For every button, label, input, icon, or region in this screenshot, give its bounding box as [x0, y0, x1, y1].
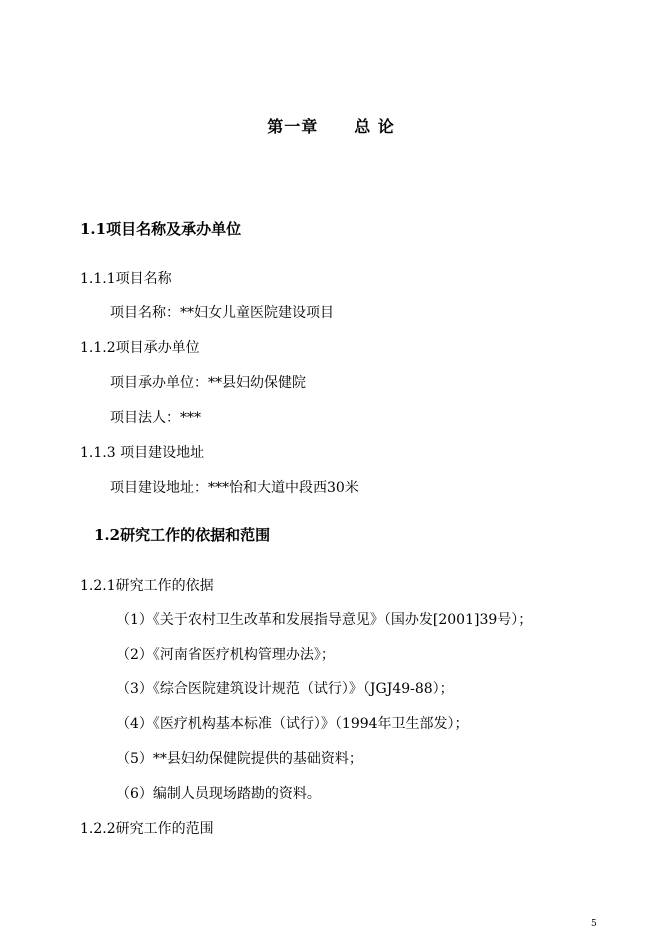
- subsection-heading-1-1-2: 1.1.2项目承办单位: [80, 340, 200, 356]
- subsection-heading-1-1-3: 1.1.3 项目建设地址: [80, 445, 205, 461]
- subsection-heading-1-1-1: 1.1.1项目名称: [80, 271, 172, 287]
- basis-item-4: （4）《医疗机构基本标准（试行）》（1994年卫生部发）；: [116, 716, 469, 732]
- section-heading-1-2: 1.2研究工作的依据和范围: [94, 526, 271, 544]
- basis-item-1: （1）《关于农村卫生改革和发展指导意见》（国办发[2001]39号）；: [116, 612, 533, 628]
- project-name-text: 项目名称：**妇女儿童医院建设项目: [110, 305, 334, 321]
- basis-item-2: （2）《河南省医疗机构管理办法》；: [116, 647, 335, 663]
- basis-item-3: （3）《综合医院建筑设计规范（试行）》（JGJ49-88）；: [116, 681, 454, 697]
- basis-item-6: （6）编制人员现场踏勘的资料。: [116, 786, 321, 802]
- chapter-title: 总 论: [354, 117, 395, 136]
- project-legal-text: 项目法人：***: [110, 410, 201, 426]
- chapter-heading: [0, 118, 662, 136]
- project-address-text: 项目建设地址：***怡和大道中段西30米: [110, 480, 359, 496]
- chapter-number: 第一章: [267, 117, 319, 136]
- page-number: 5: [591, 919, 597, 929]
- project-org-text: 项目承办单位：**县妇幼保健院: [110, 375, 306, 391]
- section-heading-1-1: 1.1项目名称及承办单位: [80, 220, 242, 238]
- subsection-heading-1-2-1: 1.2.1研究工作的依据: [80, 578, 214, 594]
- basis-item-5: （5）**县妇幼保健院提供的基础资料；: [116, 751, 363, 767]
- subsection-heading-1-2-2: 1.2.2研究工作的范围: [80, 821, 214, 837]
